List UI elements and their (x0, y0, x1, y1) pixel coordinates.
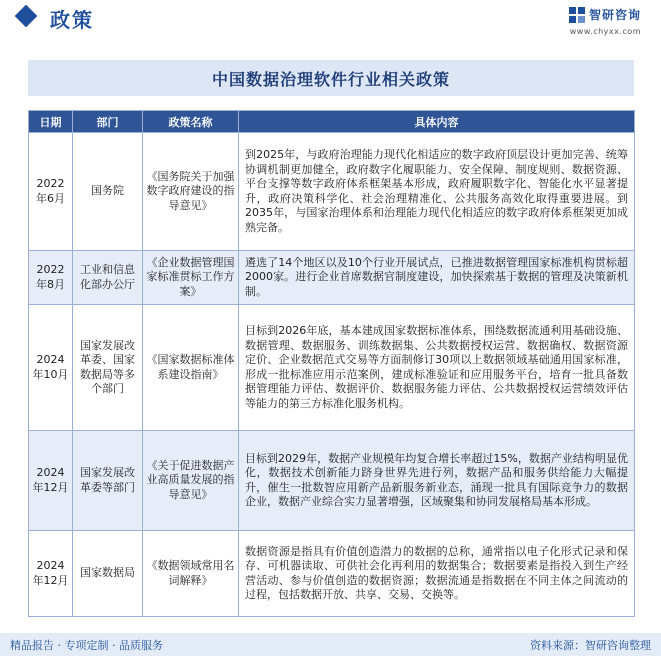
row-content: 到2025年，与政府治理能力现代化相适应的数字政府顶层设计更加完善、统筹协调机制更加健全，政府数字化履职能力、安全保障、制度规则、数据资源、平台支撑等数字政府体系框架基本形成，政府履职数字化、智能化水平显著提升，政府决策科学化、社会治理精准化、公共服务高效化取得重要进展。到2035年，与国家治理体系和治理能力现代化相适应的数字政府体系框架更加成熟完备。 (239, 133, 635, 251)
footer-source: 资料来源：智研咨询整理 (530, 639, 651, 652)
row-date: 2024年12月 (29, 531, 73, 617)
row-policy: 《数据领域常用名词解释》 (143, 531, 239, 617)
section-title: 政策 (50, 8, 94, 32)
row-date: 2022年8月 (29, 251, 73, 305)
column-header-dept: 部门 (73, 111, 143, 133)
row-policy: 《企业数据管理国家标准贯标工作方案》 (143, 251, 239, 305)
brand-logo (569, 6, 641, 23)
table-row (29, 431, 635, 531)
table-row (29, 133, 635, 251)
footer-slogan: 精品报告 · 专项定制 · 品质服务 (10, 639, 163, 652)
row-dept: 工业和信息化部办公厅 (73, 251, 143, 305)
page-footer (0, 633, 661, 656)
row-dept: 国务院 (73, 133, 143, 251)
row-policy: 《国家数据标准体系建设指南》 (143, 305, 239, 431)
row-policy: 《关于促进数据产业高质量发展的指导意见》 (143, 431, 239, 531)
logo-url: www.chyxx.com (569, 27, 641, 36)
row-content: 目标到2029年，数据产业规模年均复合增长率超过15%，数据产业结构明显优化，数据技术创新能力跻身世界先进行列，数据产品和服务供给能力大幅提升，催生一批数智应用新产品新服务新业态，涌现一批具有国际竞争力的数据企业，数据产业综合实力显著增强，区域聚集和协同发展格局基本形成。 (239, 431, 635, 531)
row-dept: 国家发展改革委、国家数据局等多个部门 (73, 305, 143, 431)
table-row (29, 531, 635, 617)
diamond-icon (15, 5, 38, 28)
row-date: 2024年10月 (29, 305, 73, 431)
column-header-content: 具体内容 (239, 111, 635, 133)
page-header (0, 0, 661, 40)
row-dept: 国家发展改革委等部门 (73, 431, 143, 531)
row-content: 目标到2026年底，基本建成国家数据标准体系，围绕数据流通利用基础设施、数据管理、数据服务、训练数据集、公共数据授权运营、数据确权、数据资源定价、企业数据范式交易等方面制修订30项以上数据领域基础通用国家标准，形成一批标准应用示范案例，建成标准验证和应用服务平台，培育一批具备数据管理能力评估、数据评价、数据服务能力评估、公共数据授权运营绩效评估等能力的第三方标准化服务机构。 (239, 305, 635, 431)
policy-table-container (28, 60, 634, 617)
table-row (29, 251, 635, 305)
row-policy: 《国务院关于加强数字政府建设的指导意见》 (143, 133, 239, 251)
row-date: 2022年6月 (29, 133, 73, 251)
row-content: 遴选了14个地区以及10个行业开展试点，已推进数据管理国家标准机构贯标超2000家。进行企业首席数据官制度建设，加快探索基于数据的管理及决策新机制。 (239, 251, 635, 305)
policy-table (28, 110, 635, 617)
table-header-row (29, 111, 635, 133)
logo-icon (569, 7, 585, 23)
table-row (29, 305, 635, 431)
table-caption: 中国数据治理软件行业相关政策 (28, 60, 634, 96)
row-content: 数据资源是指具有价值创造潜力的数据的总称，通常指以电子化形式记录和保存、可机器读取、可供社会化再利用的数据集合；数据要素是指投入到生产经营活动、参与价值创造的数据资源；数据流通是指数据在不同主体之间流动的过程，包括数据开放、共享、交易、交换等。 (239, 531, 635, 617)
row-date: 2024年12月 (29, 431, 73, 531)
row-dept: 国家数据局 (73, 531, 143, 617)
logo-text: 智研咨询 (588, 8, 641, 22)
column-header-policy: 政策名称 (143, 111, 239, 133)
column-header-date: 日期 (29, 111, 73, 133)
